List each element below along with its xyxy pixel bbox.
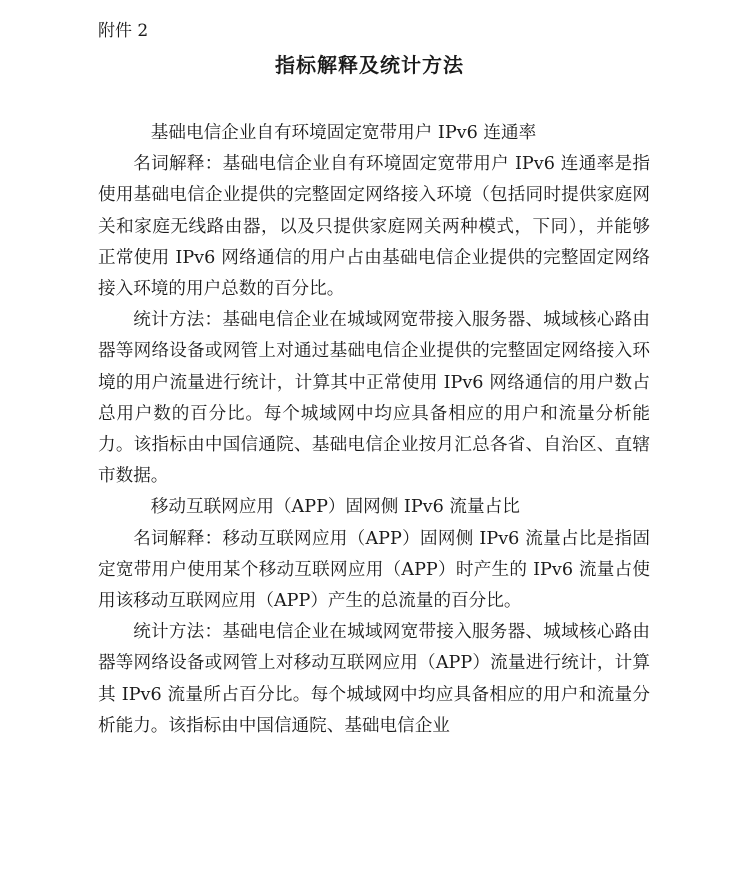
attachment-label: 附件 2 [98,21,149,41]
document-title: 指标解释及统计方法 [275,53,464,77]
method-paragraph: 统计方法：基础电信企业在城域网宽带接入服务器、城域核心路由器等网络设备或网管上对移动互联网应用（APP）流量进行统计，计算其 IPv6 流量所占百分比。每个城域网中均应具备相应的用户和流量分析能力。该指标由中国信通院、基础电信企业 [98,622,650,736]
document-body [98,118,650,742]
method-paragraph: 统计方法：基础电信企业在城域网宽带接入服务器、城域核心路由器等网络设备或网管上对通过基础电信企业提供的完整固定网络接入环境的用户流量进行统计，计算其中正常使用 IPv6 网络通信的用户数占总用户数的百分比。每个城域网中均应具备相应的用户和流量分析能力。该指标由中国信通院、基础电信企业按月汇总各省、自治区、直辖市数据。 [98,310,650,487]
definition-paragraph: 名词解释：移动互联网应用（APP）固网侧 IPv6 流量占比是指固定宽带用户使用某个移动互联网应用（APP）时产生的 IPv6 流量占使用该移动互联网应用（APP）产生的总流量的百分比。 [98,528,650,612]
definition-paragraph: 名词解释：基础电信企业自有环境固定宽带用户 IPv6 连通率是指使用基础电信企业提供的完整固定网络接入环境（包括同时提供家庭网关和家庭无线路由器，以及只提供家庭网关两种模式，下同），并能够正常使用 IPv6 网络通信的用户占由基础电信企业提供的完整固定网络接入环境的用户总数的百分比。 [98,154,650,300]
section-heading: 基础电信企业自有环境固定宽带用户 IPv6 连通率 [150,123,537,143]
section-heading: 移动互联网应用（APP）固网侧 IPv6 流量占比 [150,497,520,518]
